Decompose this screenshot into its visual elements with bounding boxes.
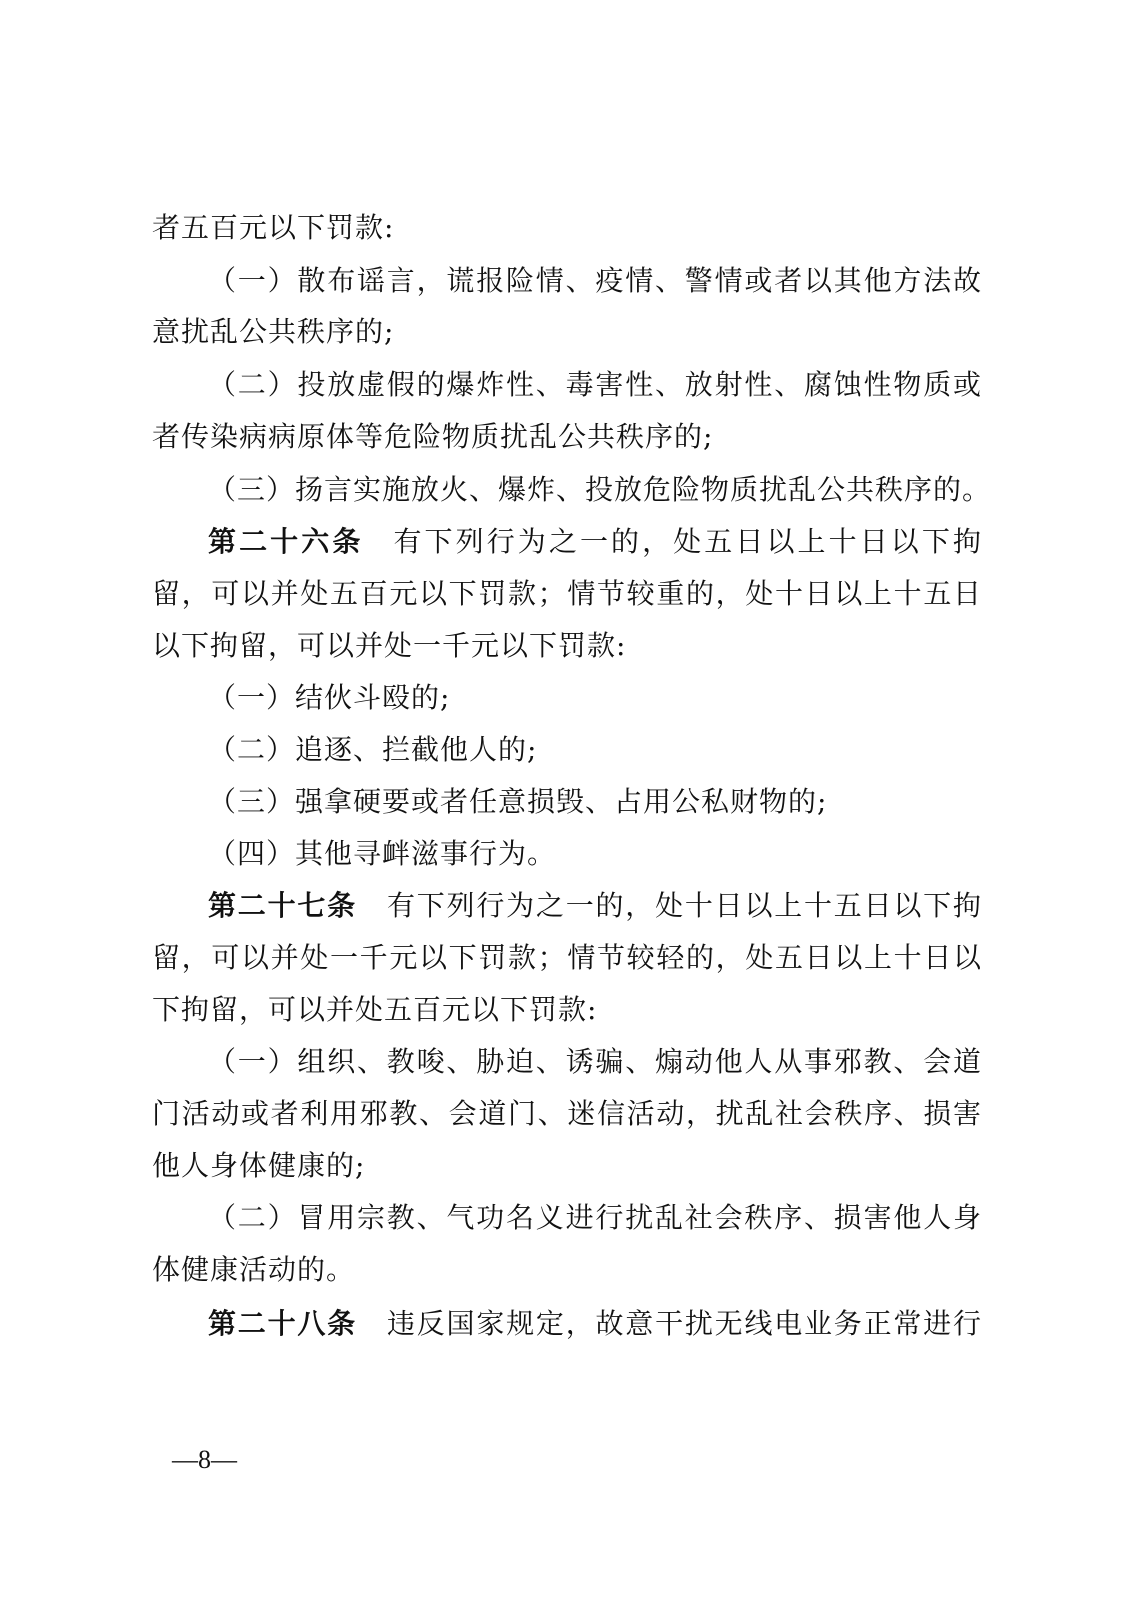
paragraph-line: 者传染病病原体等危险物质扰乱公共秩序的; bbox=[152, 420, 714, 453]
article-text: 有下列行为之一的，处五日以上十日以下拘 bbox=[393, 525, 982, 558]
item-line: （一）组织、教唆、胁迫、诱骗、煽动他人从事邪教、会道 bbox=[208, 1045, 982, 1078]
paragraph-line: 下拘留，可以并处五百元以下罚款: bbox=[152, 993, 598, 1026]
paragraph-line: 意扰乱公共秩序的; bbox=[152, 315, 395, 348]
item-line: （二）冒用宗教、气功名义进行扰乱社会秩序、损害他人身 bbox=[208, 1201, 982, 1234]
article-heading: 第二十七条 bbox=[208, 889, 357, 922]
article-heading: 第二十六条 bbox=[208, 525, 364, 558]
item-line: （一）结伙斗殴的; bbox=[208, 681, 451, 714]
article-27-first-line bbox=[208, 878, 982, 934]
paragraph-line: 者五百元以下罚款: bbox=[152, 211, 395, 244]
item-line: （三）强拿硬要或者任意损毁、占用公私财物的; bbox=[208, 785, 828, 818]
paragraph-line: 留，可以并处五百元以下罚款；情节较重的，处十日以上十五日 bbox=[152, 577, 982, 610]
paragraph-line: 以下拘留，可以并处一千元以下罚款: bbox=[152, 629, 627, 662]
article-text: 违反国家规定，故意干扰无线电业务正常进行 bbox=[386, 1307, 982, 1340]
item-line: （二）投放虚假的爆炸性、毒害性、放射性、腐蚀性物质或 bbox=[208, 368, 982, 401]
item-line: （三）扬言实施放火、爆炸、投放危险物质扰乱公共秩序的。 bbox=[208, 473, 992, 506]
article-26-first-line bbox=[208, 514, 982, 570]
paragraph-line: 留，可以并处一千元以下罚款；情节较轻的，处五日以上十日以 bbox=[152, 941, 982, 974]
page-number: —8— bbox=[172, 1445, 237, 1474]
paragraph-line: 门活动或者利用邪教、会道门、迷信活动，扰乱社会秩序、损害 bbox=[152, 1097, 982, 1130]
item-line: （二）追逐、拦截他人的; bbox=[208, 733, 538, 766]
item-line: （四）其他寻衅滋事行为。 bbox=[208, 837, 557, 870]
item-line: （一）散布谣言，谎报险情、疫情、警情或者以其他方法故 bbox=[208, 264, 982, 297]
article-heading: 第二十八条 bbox=[208, 1307, 357, 1340]
article-28-first-line bbox=[208, 1296, 982, 1352]
paragraph-line: 体健康活动的。 bbox=[152, 1253, 356, 1286]
paragraph-line: 他人身体健康的; bbox=[152, 1149, 366, 1182]
article-text: 有下列行为之一的，处十日以上十五日以下拘 bbox=[386, 889, 982, 922]
